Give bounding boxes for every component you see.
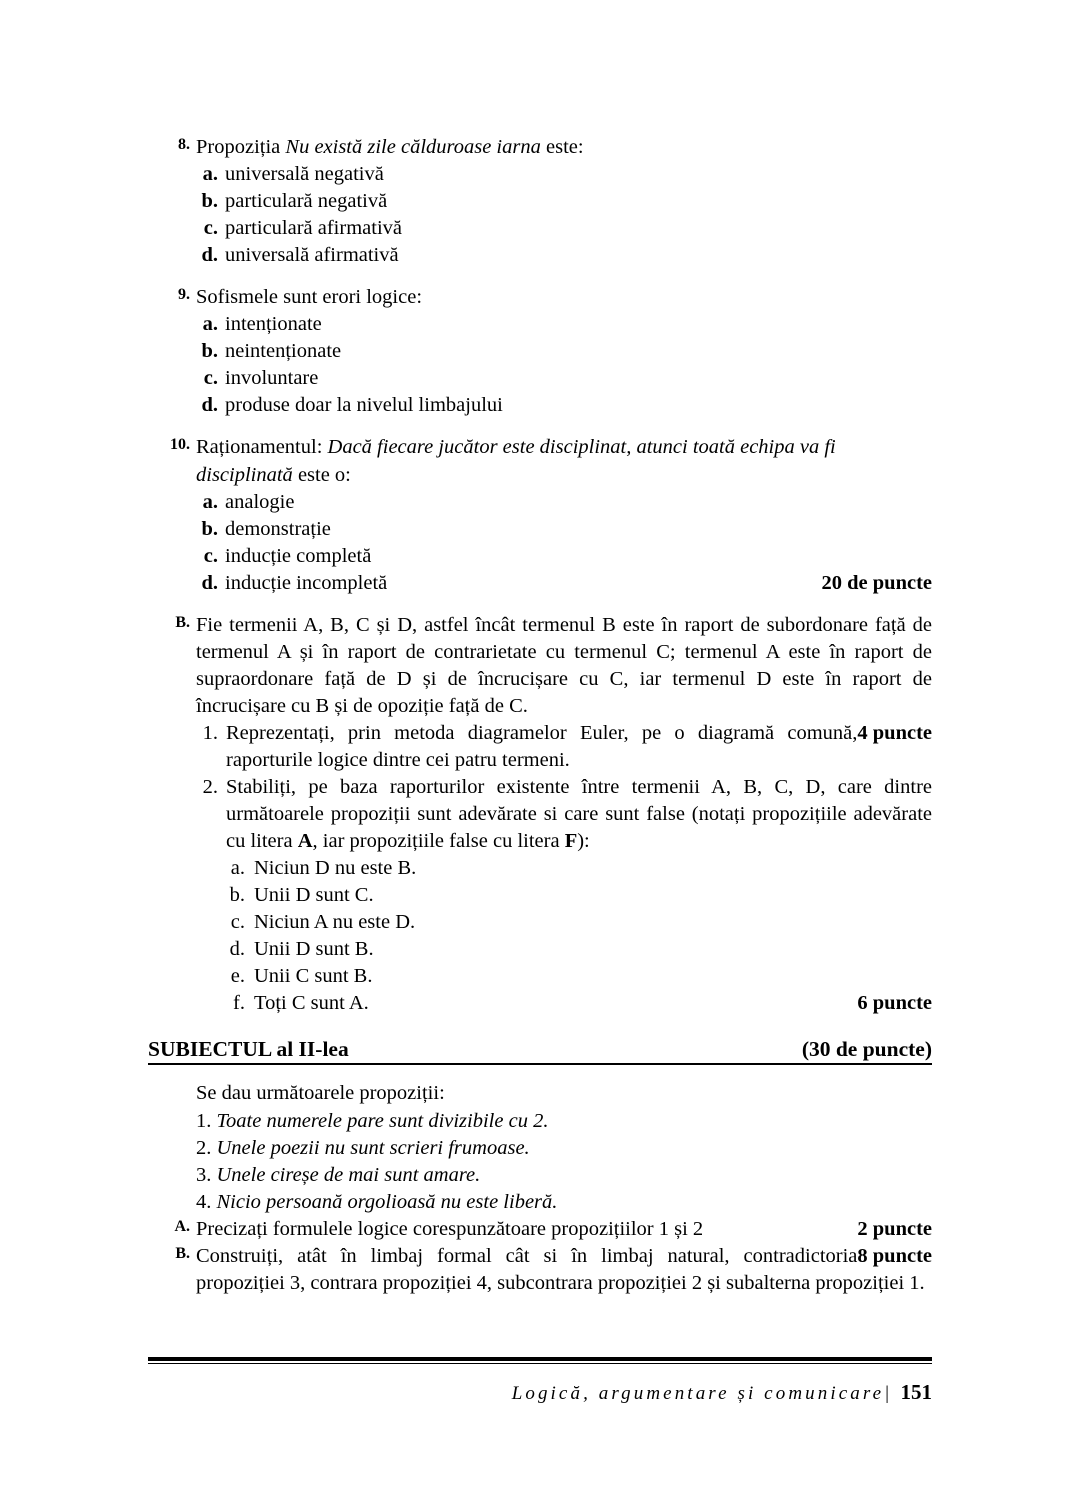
prop-text: Unii D sunt C.: [254, 884, 374, 907]
option-label: intenționate: [225, 313, 322, 336]
question-8: [148, 134, 932, 161]
question-10-option-b[interactable]: [196, 516, 932, 543]
section-b-prop-b[interactable]: [226, 882, 932, 909]
question-8-stem: [196, 134, 932, 161]
task-b-marker: B.: [175, 1244, 190, 1262]
option-marker: c.: [203, 544, 218, 567]
proposition-1: [196, 1108, 932, 1135]
question-8-stem-post: este:: [540, 136, 584, 158]
prop-text: Unii D sunt B.: [254, 938, 374, 961]
task-marker: 2.: [202, 776, 218, 799]
question-9-option-a[interactable]: [196, 311, 932, 338]
question-8-number: 8.: [178, 136, 190, 153]
option-marker: d.: [201, 244, 218, 267]
option-label: universală negativă: [225, 163, 384, 186]
proposition-number: 1.: [196, 1109, 212, 1132]
page-content: [148, 134, 932, 1297]
prop-text: Toți C sunt A.: [254, 992, 369, 1015]
footer-rule-thin: [148, 1363, 932, 1365]
subiect-ii-title: SUBIECTUL al II-lea: [148, 1037, 349, 1062]
question-9: [148, 284, 932, 311]
option-marker: a.: [202, 313, 218, 336]
prop-marker: c.: [230, 911, 245, 934]
prop-text: Unii C sunt B.: [254, 965, 373, 988]
task-a-row: [196, 1216, 932, 1243]
section-b-task-1: [196, 720, 932, 774]
question-9-option-c[interactable]: [196, 365, 932, 392]
propositions-lead-in: Se dau următoarele propoziții:: [196, 1082, 445, 1105]
option-marker: b.: [201, 340, 218, 363]
proposition-3: [196, 1162, 932, 1189]
section-b-prop-c[interactable]: [226, 909, 932, 936]
proposition-2: [196, 1135, 932, 1162]
option-marker: d.: [201, 571, 218, 594]
option-marker: a.: [202, 490, 218, 513]
proposition-text: Unele poezii nu sunt scrieri frumoase.: [216, 1136, 530, 1159]
option-row: [225, 570, 932, 597]
question-8-stem-pre: Propoziția: [196, 136, 286, 158]
option-label: universală afirmativă: [225, 244, 399, 267]
prop-marker: a.: [230, 857, 245, 880]
section-b-task-2: [196, 774, 932, 855]
question-10-stem-pre: Raționamentul:: [196, 436, 328, 459]
footer-text: [148, 1380, 932, 1405]
question-9-number: 9.: [178, 286, 190, 304]
question-8-option-b[interactable]: [196, 188, 932, 215]
option-label: neintenționate: [225, 340, 342, 363]
subiect-ii-heading: [148, 1037, 932, 1065]
spacer: [148, 269, 932, 284]
proposition-text: Toate numerele pare sunt divizibile cu 2.: [216, 1109, 549, 1132]
prop-marker: b.: [229, 884, 245, 907]
task-text: Reprezentați, prin metoda diagramelor Euler, pe o diagramă comună, raporturile logice dintre cei patru termeni.: [226, 721, 858, 771]
option-marker: d.: [201, 394, 218, 417]
question-10-option-a[interactable]: [196, 489, 932, 516]
option-marker: b.: [201, 190, 218, 213]
option-label: particulară negativă: [225, 190, 388, 213]
section-b-prop-a[interactable]: [226, 855, 932, 882]
subiect-ii-points: (30 de puncte): [801, 1037, 932, 1062]
question-8-option-a[interactable]: [196, 161, 932, 188]
proposition-number: 2.: [196, 1136, 212, 1159]
points-badge: 2 puncte: [857, 1217, 932, 1240]
option-marker: a.: [202, 163, 218, 186]
option-label: involuntare: [225, 367, 319, 390]
question-10-stem: [196, 434, 932, 488]
question-10: [148, 434, 932, 488]
question-8-stem-italic: Nu există zile călduroase iarna: [285, 136, 541, 158]
page-footer: [148, 1357, 932, 1406]
footer-title: Logică, argumentare și comunicare|: [511, 1383, 893, 1404]
question-9-stem: Sofismele sunt erori logice:: [196, 286, 423, 309]
question-10-option-c[interactable]: [196, 543, 932, 570]
question-9-option-b[interactable]: [196, 338, 932, 365]
question-8-option-c[interactable]: [196, 215, 932, 242]
task-b-text: Construiți, atât în limbaj formal cât si în limbaj natural, contradictoria propoziției 3, contrara propoziției 4, subcontrara propoziției 2 și subalterna propoziției 1.: [196, 1244, 925, 1294]
task-a-marker: A.: [174, 1217, 190, 1235]
task-text-part1: Stabiliți, pe baza raporturilor existente între termenii A, B, C, D, care dintre următoarele propoziții sunt adevărate si care sunt false (notați propozițiile adevărate cu litera: [226, 776, 932, 853]
spacer: [148, 419, 932, 434]
prop-marker: e.: [230, 965, 245, 988]
section-b-prop-f[interactable]: [226, 990, 932, 1017]
points-badge: 8 puncte: [857, 1244, 932, 1267]
proposition-4: [196, 1189, 932, 1216]
task-marker: 1.: [202, 721, 218, 744]
option-label: inducție completă: [225, 544, 372, 567]
option-marker: b.: [201, 517, 218, 540]
question-10-option-d[interactable]: [196, 570, 932, 597]
points-badge: 6 puncte: [857, 992, 932, 1015]
subiect-ii-task-a: [148, 1216, 932, 1243]
question-10-stem-post: este o:: [292, 463, 351, 486]
task-text-part3: ):: [577, 830, 590, 853]
points-badge: 20 de puncte: [821, 571, 932, 594]
option-label: produse doar la nivelul limbajului: [225, 394, 503, 417]
section-b-prop-d[interactable]: [226, 936, 932, 963]
spacer: [148, 597, 932, 612]
prop-text: Niciun D nu este B.: [254, 857, 417, 880]
points-badge: 4 puncte: [857, 721, 932, 744]
prop-marker: d.: [229, 938, 245, 961]
spacer: [148, 1065, 932, 1080]
literal-f: F: [564, 830, 578, 853]
task-text-part2: , iar propozițiile false cu litera: [312, 830, 565, 853]
section-b: [148, 612, 932, 720]
prop-row: [254, 990, 932, 1017]
prop-marker: f.: [233, 992, 245, 1015]
section-b-prop-e[interactable]: [226, 963, 932, 990]
page-number: 151: [900, 1380, 932, 1404]
question-9-option-d[interactable]: [196, 392, 932, 419]
option-marker: c.: [203, 367, 218, 390]
proposition-text: Unele cireșe de mai sunt amare.: [216, 1163, 481, 1186]
task-a-text: Precizați formulele logice corespunzătoare propozițiilor 1 și 2: [196, 1217, 704, 1240]
proposition-number: 3.: [196, 1163, 212, 1186]
section-b-intro: Fie termenii A, B, C și D, astfel încât termenul B este în raport de subordonare față de termenul A și în raport de contrarietate cu termenul C; termenul A este în raport de supraordonare față de D și de încrucișare cu C, iar termenul D este în raport de încrucișare cu B și de opoziție față de C.: [196, 613, 932, 717]
question-10-stem-italic: Dacă fiecare jucător este disciplinat, atunci toată echipa va fi disciplinată: [196, 436, 836, 486]
proposition-text: Nicio persoană orgolioasă nu este liberă.: [216, 1190, 558, 1213]
option-label: analogie: [225, 490, 295, 513]
prop-text: Niciun A nu este D.: [254, 911, 416, 934]
option-label: inducție incompletă: [225, 571, 388, 594]
proposition-number: 4.: [196, 1190, 212, 1213]
question-10-number: 10.: [170, 436, 190, 454]
section-b-marker: B.: [175, 613, 190, 631]
option-marker: c.: [203, 217, 218, 240]
subiect-ii-task-b: [148, 1243, 932, 1297]
task-text: [226, 774, 932, 855]
option-label: particulară afirmativă: [225, 217, 402, 240]
literal-a: A: [297, 830, 313, 853]
question-8-option-d[interactable]: [196, 242, 932, 269]
propositions-block: [196, 1080, 932, 1215]
option-label: demonstrație: [225, 517, 331, 540]
